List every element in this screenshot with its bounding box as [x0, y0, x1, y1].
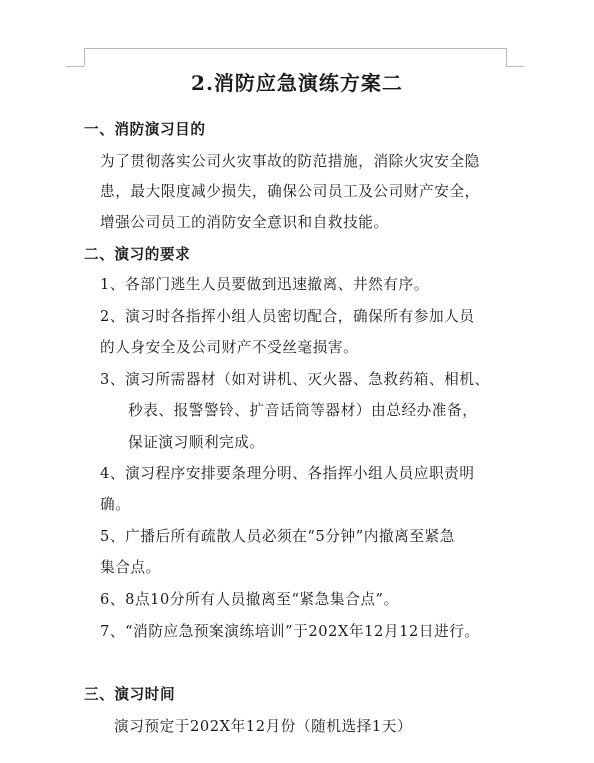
- list-item: 4、演习程序安排要条理分明、各指挥小组人员应职责明: [100, 465, 475, 482]
- list-item: 2、演习时各指挥小组人员密切配合，确保所有参加人员: [100, 308, 475, 325]
- list-item: 6、8点10分所有人员撤离至“紧急集合点”。: [100, 591, 399, 608]
- margin-mark-top-right-vertical: [506, 48, 507, 66]
- body-line: 患，最大限度减少损失，确保公司员工及公司财产安全，: [100, 183, 480, 200]
- section-heading: 一、消防演习目的: [84, 121, 206, 138]
- list-item: 5、广播后所有疏散人员必须在“5分钟”内撤离至紧急: [100, 528, 455, 545]
- list-item: 7、“消防应急预案演练培训”于202X年12月12日进行。: [100, 623, 480, 640]
- list-item-continuation: 确。: [100, 496, 131, 513]
- list-item: 1、各部门逃生人员要做到迅速撤离、井然有序。: [100, 276, 429, 293]
- section-heading: 三、演习时间: [84, 686, 176, 703]
- header-margin-line: [84, 48, 506, 49]
- list-item-continuation: 秒表、报警警铃、扩音话筒等器材）由总经办准备，: [128, 402, 478, 419]
- list-item-continuation: 集合点。: [100, 559, 161, 576]
- list-item-continuation: 的人身安全及公司财产不受丝毫损害。: [100, 339, 359, 356]
- list-item-continuation: 保证演习顺利完成。: [128, 434, 265, 451]
- section-heading: 二、演习的要求: [84, 246, 191, 263]
- body-line: 为了贯彻落实公司火灾事故的防范措施，消除火灾安全隐: [100, 153, 480, 170]
- body-line: 演习预定于202X年12月份（随机选择1天）: [114, 718, 413, 735]
- body-line: 增强公司员工的消防安全意识和自救技能。: [100, 214, 389, 231]
- margin-mark-top-left-vertical: [84, 48, 85, 66]
- document-title: 2.消防应急演练方案二: [191, 71, 403, 95]
- list-item: 3、演习所需器材（如对讲机、灭火器、急救药箱、相机、: [100, 371, 490, 388]
